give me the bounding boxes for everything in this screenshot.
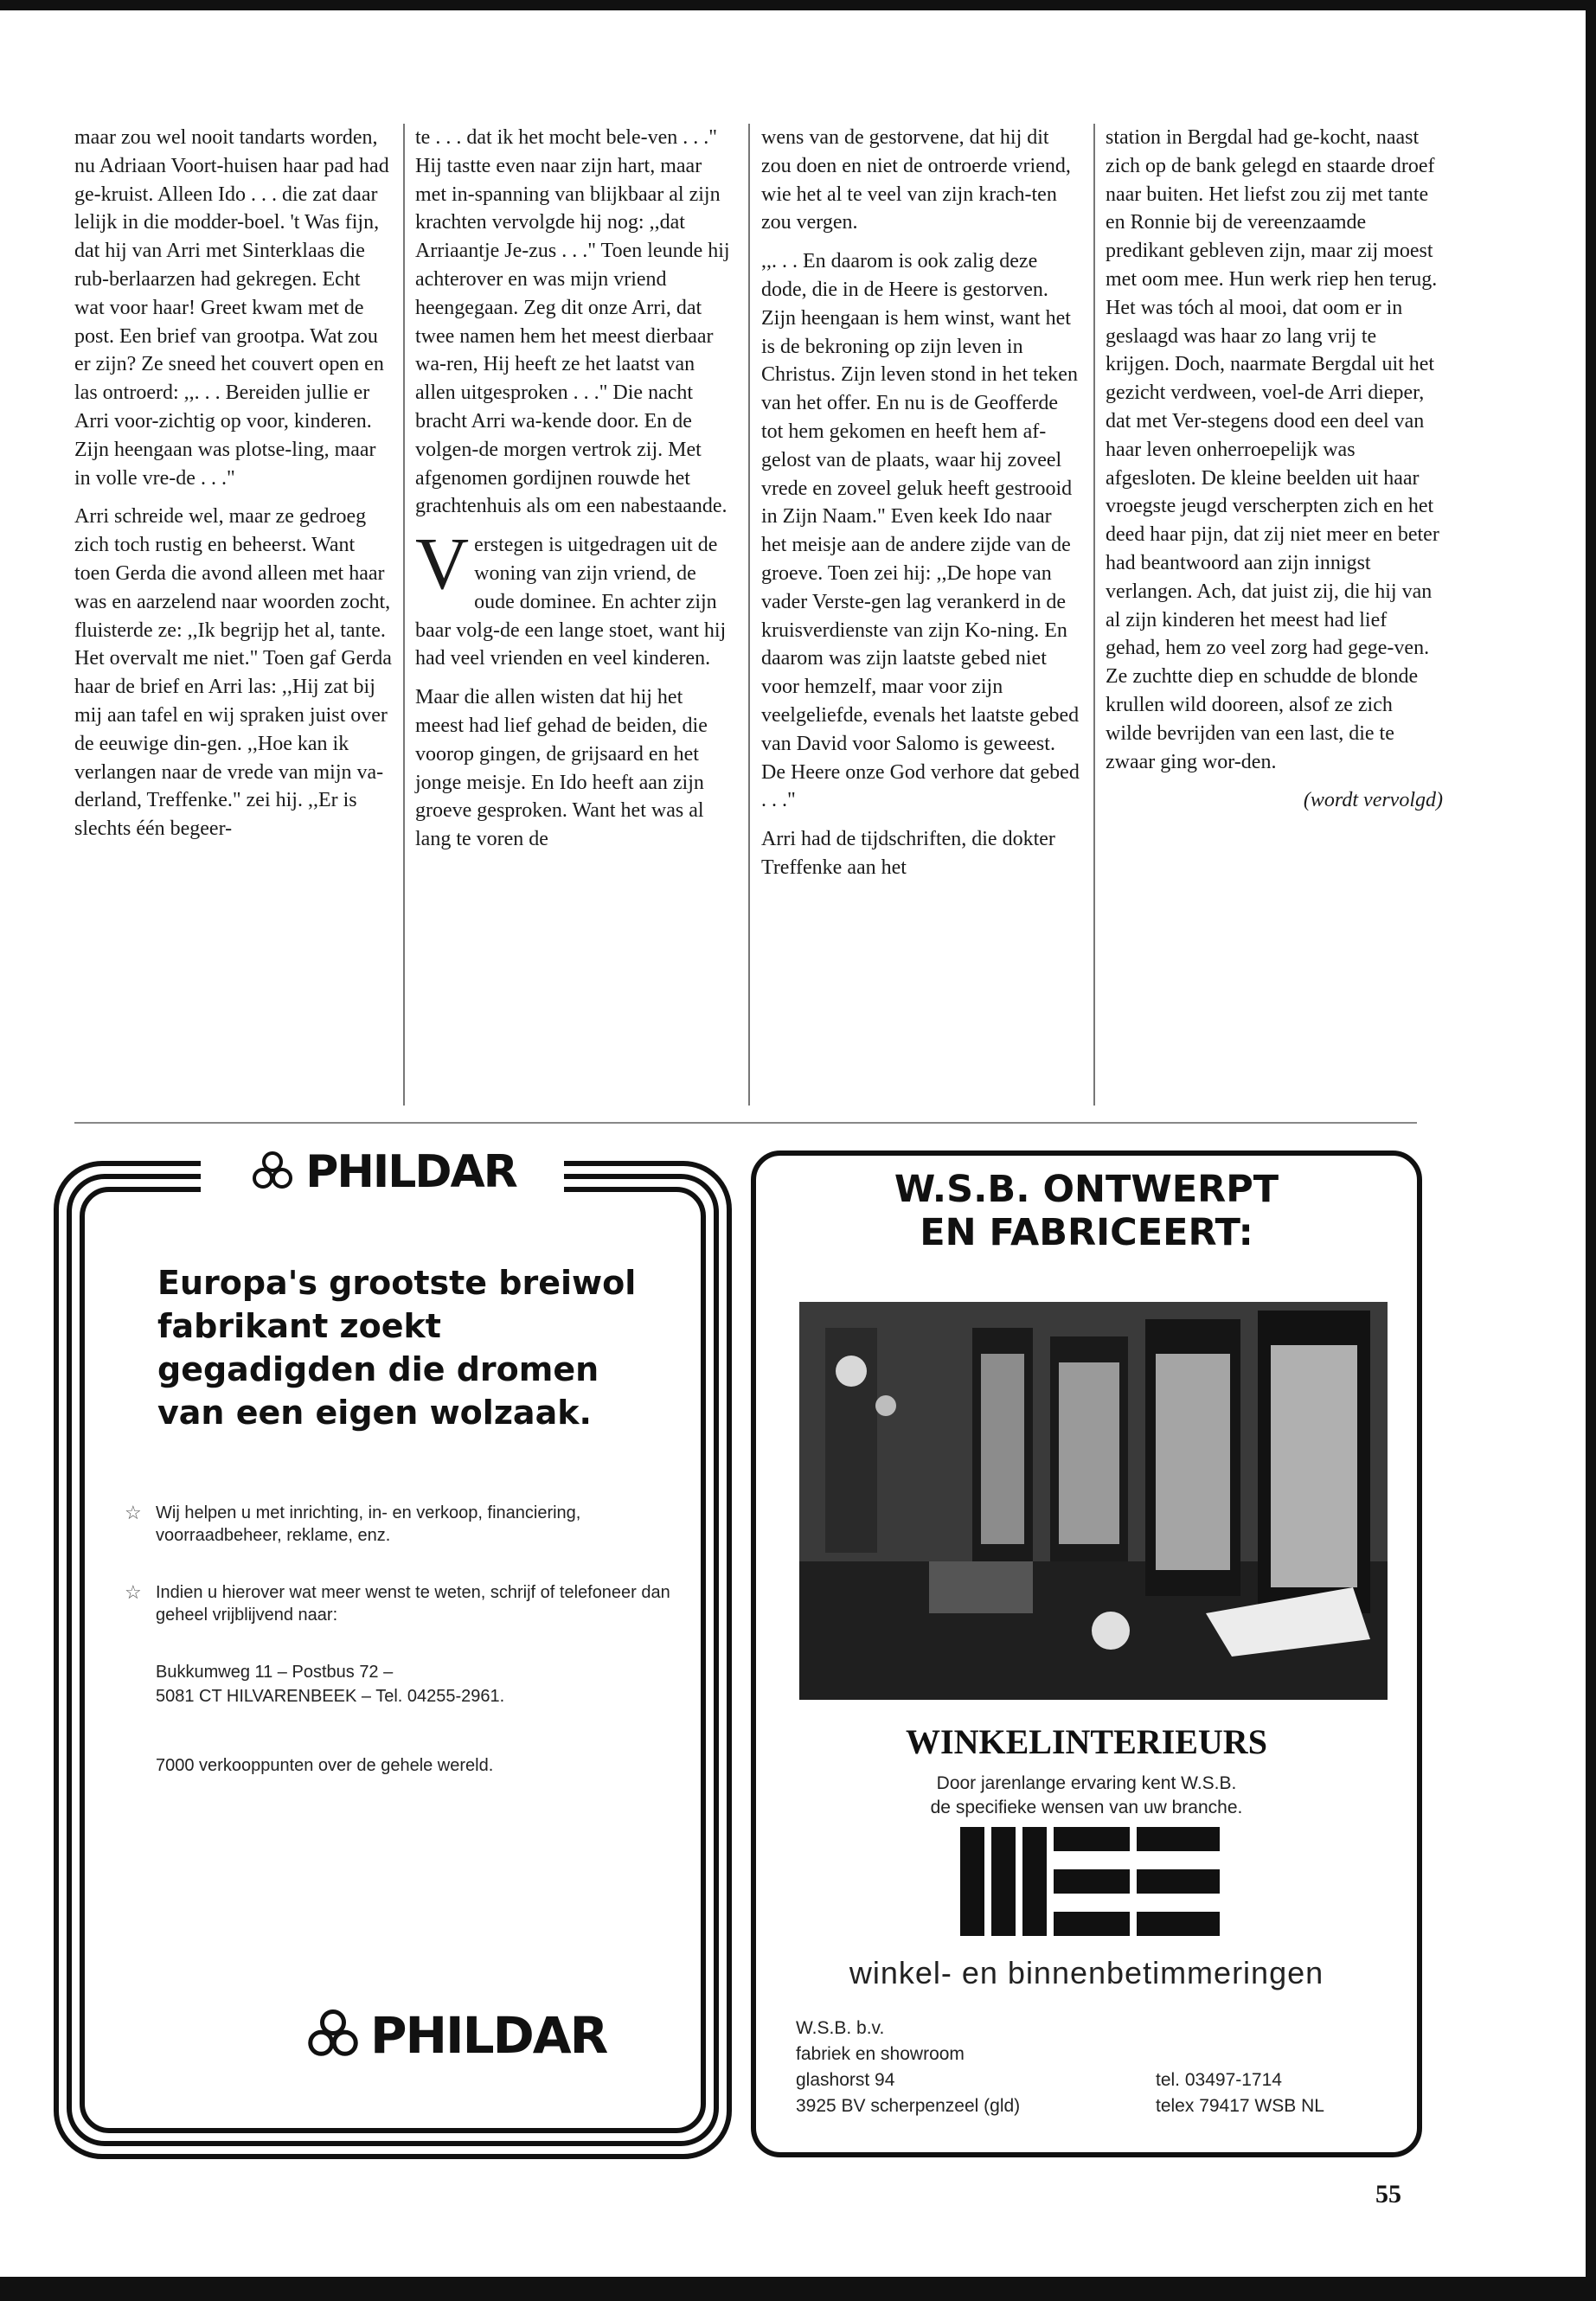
column-divider [1093,124,1095,1106]
scan-top-border [0,0,1596,10]
phildar-headline: Europa's grootste breiwol fabrikant zoekt gegadigden die dromen van een eigen wolzaak. [157,1264,637,1432]
scan-bottom-border [0,2277,1596,2301]
shop-interior-photo [799,1302,1388,1700]
article-column-1 [74,124,394,854]
wsb-advertisement [751,1150,1424,2159]
paragraph: wens van de gestorvene, dat hij dit zou doen en niet de ontroerde vriend, wie het al te veel van zijn krach-ten zou vergen. [761,126,1071,234]
wsb-address-line-2: glashorst 94 [796,2070,895,2090]
phildar-address-line-2: 5081 CT HILVARENBEEK – Tel. 04255-2961. [156,1687,505,1706]
article-column-2 [415,124,735,864]
phildar-bullet-2: Indien u hierover wat meer wenst te weten, schrijf of telefoneer dan geheel vrijblijvend naar: [156,1583,670,1625]
phildar-advertisement [54,1140,732,2159]
phildar-knot-icon [248,1148,297,1196]
paragraph: Arri schreide wel, maar ze gedroeg zich toch rustig en beheerst. Want toen Gerda die avond alleen met haar was en aarzelend naar woorden zocht, fluisterde ze: ,,Ik begrijp het al, tante. Het overvalt me niet." Toen gaf Gerda haar de brief en Arri las: ,,Hij zat bij mij aan tafel en wij spraken juist over de eeuwige din-gen. ,,Hoe kan ik verlangen naar de vrede van mijn va-derland, Treffenke." zei hij. ,,Er is slechts één begeer- [74,505,392,841]
paragraph: ,,. . . En daarom is ook zalig deze dode, die in de Heere is gestorven. Zijn heengaan is hem winst, want het is de bekroning op zijn leven in Christus. Zijn leven stond in het teken van het offer. En nu is de Geofferde tot hem gekomen en heeft hem af-gelost van de plaats, waar hij zoveel vrede en zoveel geluk heeft gestrooid in Zijn Naam." Even keek Ido naar het meisje aan de andere zijde van de groeve. Toen zei hij: ,,De hope van vader Verste-gen lag verankerd in de kruisverdienste van zijn Ko-ning. En daarom was zijn laatste gebed niet voor hemzelf, maar voor zijn veelgeliefde, evenals het laatste gebed van David voor Salomo is geweest. De Heere onze God verhore dat gebed . . ." [761,250,1080,812]
phildar-wordmark: PHILDAR [370,2006,607,2065]
section-rule [74,1122,1417,1124]
paragraph: station in Bergdal had ge-kocht, naast zich op de bank gelegd en staarde droef naar buiten. Het liefst zou zij met tante en Ronnie bij de vereenzaamde predikant gebleven zijn, maar zij moest met oom mee. Hun werk riep hen terug. Het was tóch al mooi, dat oom er in geslaagd was haar zo lang vrij te krijgen. Doch, naarmate Bergdal uit het gezicht verdween, voel-de Arri dieper, dat met Ver-stegens dood een deel van haar leven onherroepelijk was afgesloten. De kleine beelden uit haar vroegste jeugd verscherpten zich en het deed haar pijn, dat zij niet meer en beter had beantwoord aan zijn innigst verlangen. Ach, dat juist zij, die hij van al zijn kinderen het meest had lief gehad, hem zo veel zorg had gege-ven. Ze zuchtte diep en schudde de blonde krullen wild dooreen, alsof ze zich wilde bevrijden van een last, die te zwaar ging wor-den. [1106,126,1439,773]
wsb-subheadline: WINKELINTERIEURS [906,1722,1267,1761]
wsb-headline-line-2: EN FABRICEERT: [920,1211,1253,1254]
wsb-address-line-1: fabriek en showroom [796,2044,965,2064]
article-column-3 [761,124,1081,893]
wsb-tagline: winkel- en binnenbetimmeringen [849,1955,1324,1990]
continued-note: (wordt vervolgd) [1303,789,1443,812]
dropcap-paragraph [415,522,735,673]
column-divider [403,124,405,1106]
paragraph: te . . . dat ik het mocht bele-ven . . ." Hij tastte even naar zijn hart, maar met in-spanning van blijkbaar al zijn krachten vervolgde hij nog: ,,dat Arriaantje Je-zus . . ." Toen leunde hij achterover en was mijn vriend heengegaan. Zeg dit onze Arri, dat twee namen hem het meest dierbaar wa-ren, Hij heeft ze het laatst van allen uitgesproken . . ." Die nacht bracht Arri wa-kende door. En de volgen-de morgen vertrok zij. Met afgenomen gordijnen rouwde het grachtenhuis als om een nabestaande. [415,126,730,518]
article-column-4 [1106,124,1443,825]
column-divider [748,124,750,1106]
wsb-telex: telex 79417 WSB NL [1156,2096,1324,2116]
paragraph: Arri had de tijdschriften, die dokter Treffenke aan het [761,828,1055,879]
scan-right-border [1586,0,1596,2301]
dropcap-paragraph-text: erstegen is uitgedragen uit de woning van zijn vriend, de oude dominee. En achter zijn baar volg-de een lange stoet, want hij had veel vrienden en veel kinderen. [415,534,727,670]
phildar-points-of-sale: 7000 verkooppunten over de gehele wereld. [156,1756,494,1775]
wsb-logo [960,1827,1220,1936]
phildar-address-line-1: Bukkumweg 11 – Postbus 72 – [156,1663,394,1682]
phildar-bullet-1: Wij helpen u met inrichting, in- en verkoop, financiering, voorraadbeheer, reklame, enz. [156,1503,581,1545]
wsb-text-line-1: Door jarenlange ervaring kent W.S.B. [936,1773,1237,1793]
star-bullet-icon: ☆ [125,1581,142,1603]
wsb-telephone: tel. 03497-1714 [1156,2070,1282,2090]
paragraph: Maar die allen wisten dat hij het meest had lief gehad de beiden, die voorop gingen, de grijsaard en het jonge meisje. En Ido heeft aan zijn groeve gesproken. Want het was al lang te voren de [415,686,708,851]
star-bullet-icon: ☆ [125,1502,142,1523]
paragraph: maar zou wel nooit tandarts worden, nu Adriaan Voort-huisen haar pad had ge-kruist. Alleen Ido . . . die zat daar lelijk in die modder-boel. 't Was fijn, dat hij van Arri met Sinterklaas die rub-berlaarzen had gekregen. Echt wat voor haar! Greet kwam met de post. Een brief van grootpa. Wat zou er zijn? Ze sneed het couvert open en las ontroerd: ,,. . . Bereiden jullie er Arri voor-zichtig op voor, kinderen. Zijn heengaan was plotse-ling, maar in volle vre-de . . ." [74,126,389,490]
phildar-wordmark: PHILDAR [305,1146,516,1198]
phildar-knot-icon [303,2005,363,2066]
dropcap-letter: V [415,522,470,606]
wsb-headline-line-1: W.S.B. ONTWERPT [894,1168,1279,1211]
phildar-logo-top [201,1145,564,1199]
wsb-address-line-3: 3925 BV scherpenzeel (gld) [796,2096,1021,2116]
wsb-company: W.S.B. b.v. [796,2018,885,2038]
page-number: 55 [1375,2180,1401,2208]
wsb-text-line-2: de specifieke wensen van uw branche. [930,1798,1243,1817]
phildar-logo-bottom [303,2005,606,2066]
